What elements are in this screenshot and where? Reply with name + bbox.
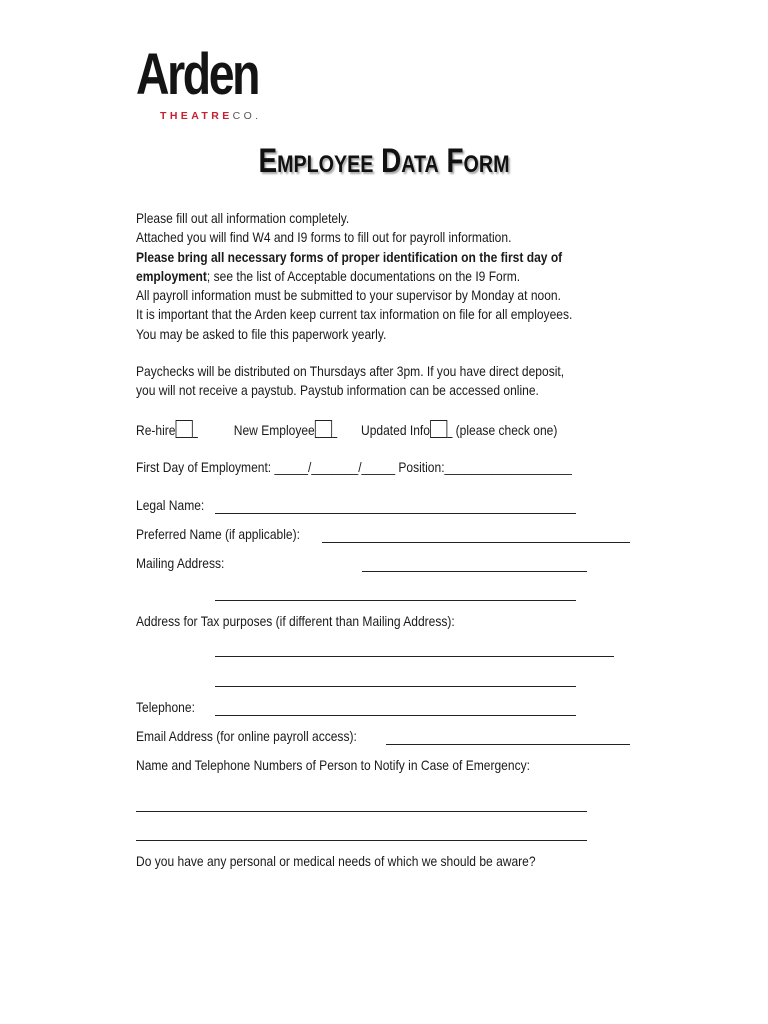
form-title: Employee Data Form (258, 142, 510, 180)
intro-line-6: It is important that the Arden keep current tax information on file for all employees. (136, 306, 573, 323)
new-employee-underline (332, 423, 337, 438)
new-employee-checkbox[interactable] (315, 420, 332, 438)
logo-subtitle (160, 110, 261, 122)
mailing-address-field-2[interactable] (215, 600, 576, 601)
first-day-row[interactable]: First Day of Employment: _____/_______/_____ Position:___________________ (136, 459, 572, 475)
preferred-name-label: Preferred Name (if applicable): (136, 526, 300, 542)
updated-info-checkbox[interactable] (430, 420, 447, 438)
emergency-contact-field-1[interactable] (136, 811, 587, 812)
emergency-contact-field-2[interactable] (136, 840, 587, 841)
intro-line-5: All payroll information must be submitted to your supervisor by Monday at noon. (136, 287, 561, 304)
intro-line-1: Please fill out all information completely. (136, 210, 350, 226)
email-field[interactable] (386, 744, 630, 745)
preferred-name-field[interactable] (322, 542, 630, 543)
legal-name-label: Legal Name: (136, 497, 205, 513)
updated-info-underline (447, 423, 452, 438)
logo-theatre-text: THEATRE (160, 110, 233, 122)
updated-info-label: Updated Info (360, 422, 430, 438)
tax-address-label: Address for Tax purposes (if different than Mailing Address): (136, 613, 455, 629)
legal-name-field[interactable] (215, 513, 576, 514)
emergency-contact-label: Name and Telephone Numbers of Person to Notify in Case of Emergency: (136, 757, 530, 773)
rehire-checkbox[interactable] (175, 420, 192, 438)
intro-line-7: You may be asked to file this paperwork yearly. (136, 325, 387, 342)
intro-line-4-rest: ; see the list of Acceptable documentations on the I9 Form. (206, 267, 521, 284)
check-one-note: (please check one) (455, 422, 558, 438)
medical-needs-question: Do you have any personal or medical needs of which we should be aware? (136, 853, 536, 869)
paycheck-info (136, 362, 564, 401)
telephone-label: Telephone: (136, 699, 195, 715)
employee-status-row (136, 420, 557, 439)
logo-co-text: CO. (232, 110, 262, 122)
intro-instructions (136, 209, 572, 344)
mailing-address-label: Mailing Address: (136, 555, 225, 571)
intro-line-2: Attached you will find W4 and I9 forms to fill out for payroll information. (136, 229, 512, 246)
new-employee-label: New Employee (233, 422, 315, 438)
rehire-underline (193, 423, 198, 438)
tax-address-field-2[interactable] (215, 686, 576, 687)
rehire-label: Re-hire (136, 422, 176, 438)
tax-address-field-1[interactable] (215, 656, 614, 657)
intro-line-4 (136, 267, 572, 286)
logo-wordmark: Arden (136, 42, 259, 107)
intro-line-4-bold: employment (136, 267, 207, 284)
email-label: Email Address (for online payroll access): (136, 728, 357, 744)
paycheck-line-1: Paychecks will be distributed on Thursdays after 3pm. If you have direct deposit, (136, 363, 565, 379)
telephone-field[interactable] (215, 715, 576, 716)
paycheck-line-2: you will not receive a paystub. Paystub information can be accessed online. (136, 382, 539, 399)
intro-line-3: Please bring all necessary forms of proper identification on the first day of (136, 248, 563, 265)
mailing-address-field-1[interactable] (362, 571, 587, 572)
